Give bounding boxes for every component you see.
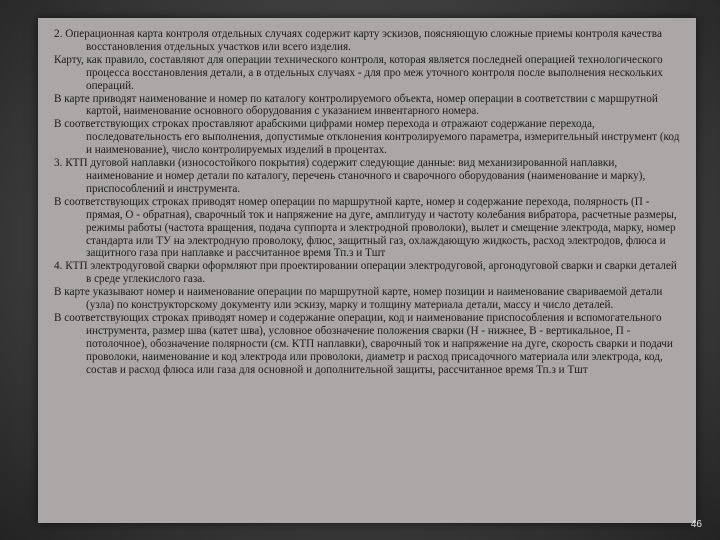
- content-panel: [38, 18, 696, 523]
- paragraph: В соответствующих строках проставляют арабскими цифрами номер перехода и отражают содержание перехода, последовательность его выполнения, допустимые отклонения контролируемого параметра, измерительный инструмент (код и наименование), число контролируемых изделий в процентах.: [54, 118, 680, 157]
- paragraph: В соответствующих строках приводят номер операции по маршрутной карте, номер и содержание перехода, полярность (П - прямая, О - обратная), сварочный ток и напряжение на дуге, амплитуду и частоту колебания вибратора, расчетные размеры, режимы работы (частота вращения, подача суппорта и электродной проволоки), вылет и смещение электрода, марку, номер стандарта или ТУ на электродную проволоку, флюс, защитный газ, охлаждающую жидкость, расход электродов, флюса и защитного газа при наплавке и рассчитанное время Тп.з и Тшт: [54, 195, 677, 260]
- paragraph: 3. КТП дуговой наплавки (износостойкого покрытия) содержит следующие данные: вид механизированной наплавки, наименование и номер детали по каталогу, перечень станочного и сварочного оборудования (наименование и марку), приспособлений и инструмента.: [54, 157, 646, 195]
- paragraph: В соответствующих строках приводят номер и содержание операции, код и наименование приспособления и вспомогательного инструмента, размер шва (катет шва), условное обозначение положения сварки (Н - нижнее, В - вертикальное, П - потолочное), обозначение полярности (см. КТП наплавки), сварочный ток и напряжение на дуге, скорость сварки и подачи проволоки, наименование и код электрода или проволоки, диаметр и расход присадочного материала или электрода, код, состав и расход флюса или газа для основной и дополнительной защиты, рассчитанное время Тп.з и Тшт: [54, 311, 673, 376]
- paragraph: 2. Операционная карта контроля отдельных случаях содержит карту эскизов, поясняющую сложные приемы контроля качества восстановления отдельных участков или всего изделия.: [54, 28, 662, 53]
- paragraph: В карте указывают номер и наименование операции по маршрутной карте, номер позиции и наименование свариваемой детали (узла) по конструкторскому документу или эскизу, марку и толщину материала детали, массу и число деталей.: [54, 286, 663, 312]
- paragraph: В карте приводят наименование и номер по каталогу контролируемого объекта, номер операции в соответствии с маршрутной картой, наименование основного оборудования с указанием инвентарного номера.: [54, 92, 658, 118]
- text-block: [54, 28, 684, 376]
- paragraph: Карту, как правило, составляют для операции технического контроля, которая является последней операцией технологического процесса восстановления детали, а в отдельных случаях - для про меж уточного контроля после выполнения нескольких операций.: [54, 53, 663, 92]
- paragraph: 4. КТП электродуговой сварки оформляют при проектировании операции электродуговой, аргонодуговой сварки и сварки деталей в среде углекислого газа.: [54, 260, 677, 286]
- page-number: 46: [690, 519, 702, 530]
